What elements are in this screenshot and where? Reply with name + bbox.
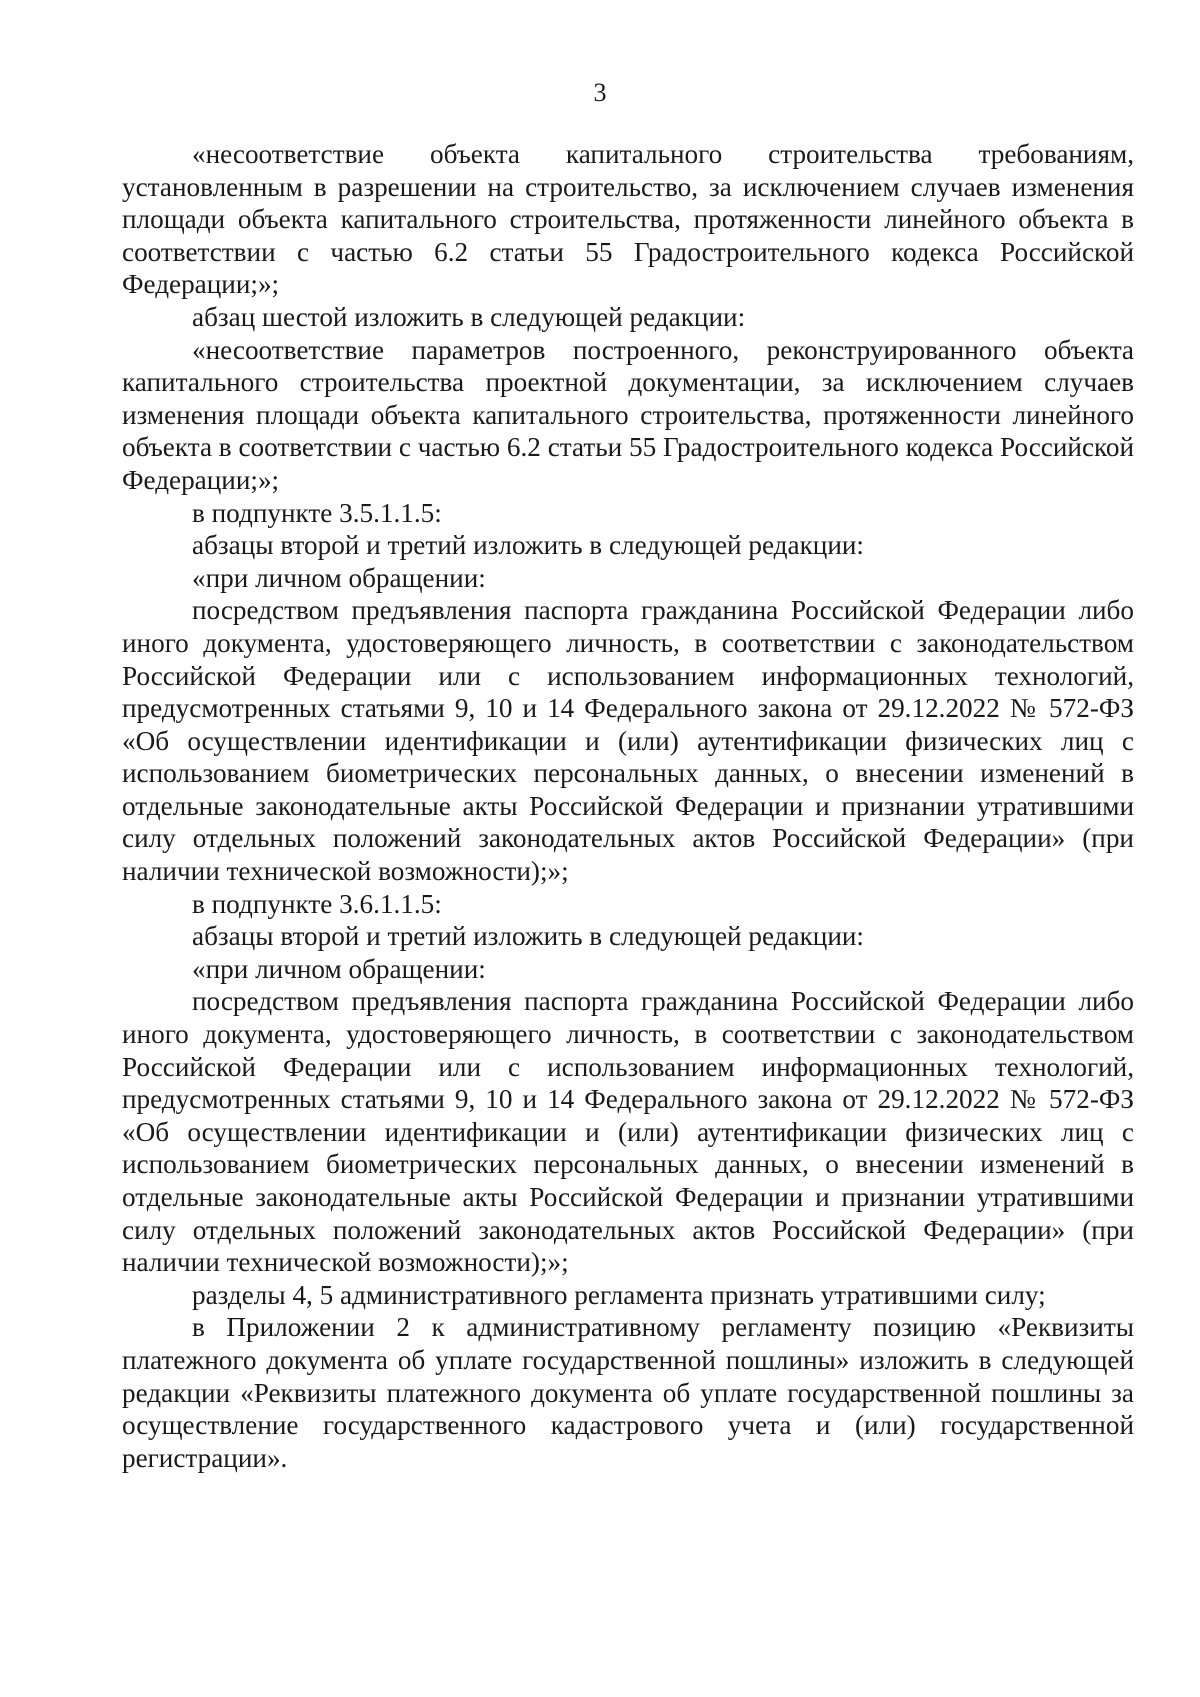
page-number: 3 (593, 78, 607, 107)
paragraph-quote-noncompliance-parameters: «несоответствие параметров построенного, реконструированного объекта капитального строительства проектной документации, за исключением случаев изменения площади объекта капитального строительства, протяженности линейного объекта в соответствии с частью 6.2 статьи 55 Градостроительного кодекса Российской Федерации;»; (122, 334, 1134, 495)
paragraph-quote-personal-appeal-b: «при личном обращении: (192, 953, 486, 984)
paragraph-quote-personal-appeal-a: «при личном обращении: (192, 562, 486, 593)
paragraph-instruction-sixth: абзац шестой изложить в следующей редакции: (192, 301, 746, 332)
document-body (122, 138, 1134, 1474)
paragraph-sections-repealed: разделы 4, 5 административного регламента признать утратившими силу; (192, 1279, 1046, 1310)
paragraph-passport-identification-a: посредством предъявления паспорта гражданина Российской Федерации либо иного документа, удостоверяющего личность, в соответствии с законодательством Российской Федерации или с использованием информационных технологий, предусмотренных статьями 9, 10 и 14 Федерального закона от 29.12.2022 № 572-ФЗ «Об осуществлении идентификации и (или) аутентификации физических лиц с использованием биометрических персональных данных, о внесении изменений в отдельные законодательные акты Российской Федерации и признании утратившими силу отдельных положений законодательных актов Российской Федерации» (при наличии технической возможности);»; (122, 595, 1134, 887)
paragraph-passport-identification-b: посредством предъявления паспорта гражданина Российской Федерации либо иного документа, удостоверяющего личность, в соответствии с законодательством Российской Федерации или с использованием информационных технологий, предусмотренных статьями 9, 10 и 14 Федерального закона от 29.12.2022 № 572-ФЗ «Об осуществлении идентификации и (или) аутентификации физических лиц с использованием биометрических персональных данных, о внесении изменений в отдельные законодательные акты Российской Федерации и признании утратившими силу отдельных положений законодательных актов Российской Федерации» (при наличии технической возможности);»; (122, 986, 1134, 1278)
paragraph-instruction-second-third-a: абзацы второй и третий изложить в следующей редакции: (192, 530, 864, 561)
paragraph-instruction-second-third-b: абзацы второй и третий изложить в следующей редакции: (192, 921, 864, 952)
paragraph-subclause-3-6: в подпункте 3.6.1.1.5: (192, 888, 442, 919)
paragraph-quote-noncompliance-permit: «несоответствие объекта капитального строительства требованиям, установленным в разрешении на строительство, за исключением случаев изменения площади объекта капитального строительства, протяженности линейного объекта в соответствии с частью 6.2 статьи 55 Градостроительного кодекса Российской Федерации;»; (122, 139, 1134, 300)
paragraph-subclause-3-5: в подпункте 3.5.1.1.5: (192, 497, 442, 528)
paragraph-appendix-2-change: в Приложении 2 к административному регламенту позицию «Реквизиты платежного документа об уплате государственной пошлины» изложить в следующей редакции «Реквизиты платежного документа об уплате государственной пошлины за осуществление государственного кадастрового учета и (или) государственной регистрации». (122, 1312, 1134, 1473)
